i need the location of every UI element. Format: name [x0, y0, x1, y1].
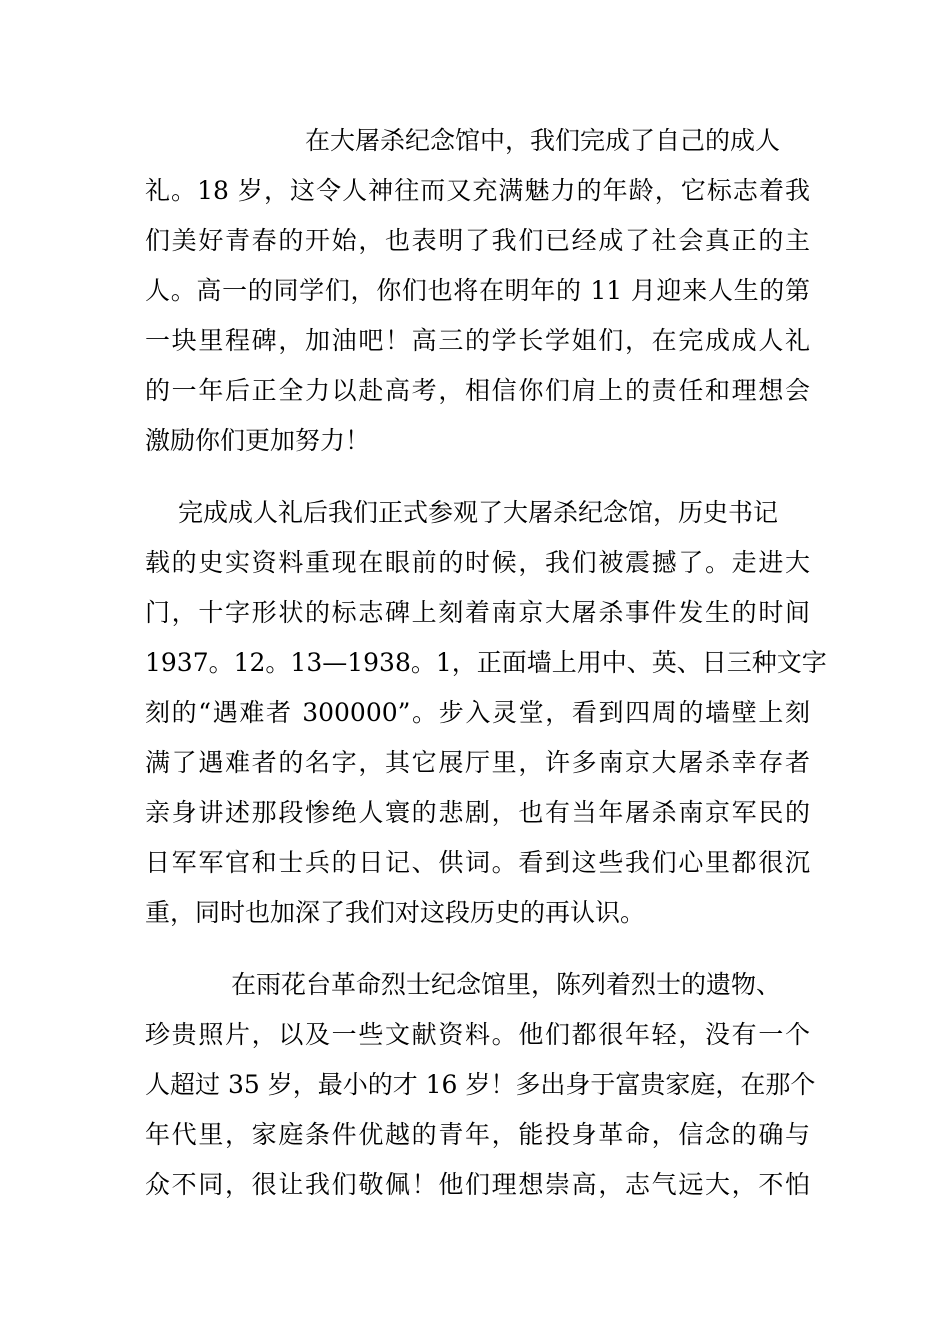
paragraph-1-line-7: 激励你们更加努力！ — [145, 426, 371, 455]
paragraph-2-line-8: 日军军官和士兵的日记、供词。看到这些我们心里都很沉 — [145, 848, 810, 877]
paragraph-2-line-2: 载的史实资料重现在眼前的时候，我们被震撼了。走进大 — [145, 548, 810, 577]
paragraph-2-line-9: 重，同时也加深了我们对这段历史的再认识。 — [145, 898, 646, 927]
paragraph-3-line-3: 人超过 35 岁，最小的才 16 岁！多出身于富贵家庭，在那个 — [145, 1070, 816, 1099]
paragraph-1-line-2: 礼。18 岁，这令人神往而又充满魅力的年龄，它标志着我 — [145, 176, 810, 205]
paragraph-3-line-4: 年代里，家庭条件优越的青年，能投身革命，信念的确与 — [145, 1120, 810, 1149]
paragraph-1-line-3: 们美好青春的开始，也表明了我们已经成了社会真正的主 — [145, 226, 810, 255]
paragraph-1-line-6: 的一年后正全力以赴高考，相信你们肩上的责任和理想会 — [145, 376, 810, 405]
paragraph-1-line-1: 在大屠杀纪念馆中，我们完成了自己的成人 — [305, 126, 781, 155]
paragraph-3-line-2: 珍贵照片，以及一些文献资料。他们都很年轻，没有一个 — [145, 1020, 810, 1049]
paragraph-2-line-3: 门，十字形状的标志碑上刻着南京大屠杀事件发生的时间 — [145, 598, 810, 627]
paragraph-1-line-4: 人。高一的同学们，你们也将在明年的 11 月迎来人生的第 — [145, 276, 810, 305]
paragraph-2-line-1: 完成成人礼后我们正式参观了大屠杀纪念馆，历史书记 — [178, 498, 779, 527]
paragraph-2-line-4: 1937。12。13—1938。1，正面墙上用中、英、日三种文字 — [145, 648, 827, 677]
paragraph-2-line-5: 刻的“遇难者 300000”。步入灵堂，看到四周的墙壁上刻 — [145, 698, 810, 727]
paragraph-2-line-7: 亲身讲述那段惨绝人寰的悲剧，也有当年屠杀南京军民的 — [145, 798, 810, 827]
paragraph-3-line-1: 在雨花台革命烈士纪念馆里，陈列着烈士的遗物、 — [231, 970, 782, 999]
paragraph-1-line-5: 一块里程碑，加油吧！高三的学长学姐们，在完成成人礼 — [145, 326, 810, 355]
paragraph-2-line-6: 满了遇难者的名字，其它展厅里，许多南京大屠杀幸存者 — [145, 748, 810, 777]
paragraph-3-line-5: 众不同，很让我们敬佩！他们理想崇高，志气远大，不怕 — [145, 1170, 810, 1199]
